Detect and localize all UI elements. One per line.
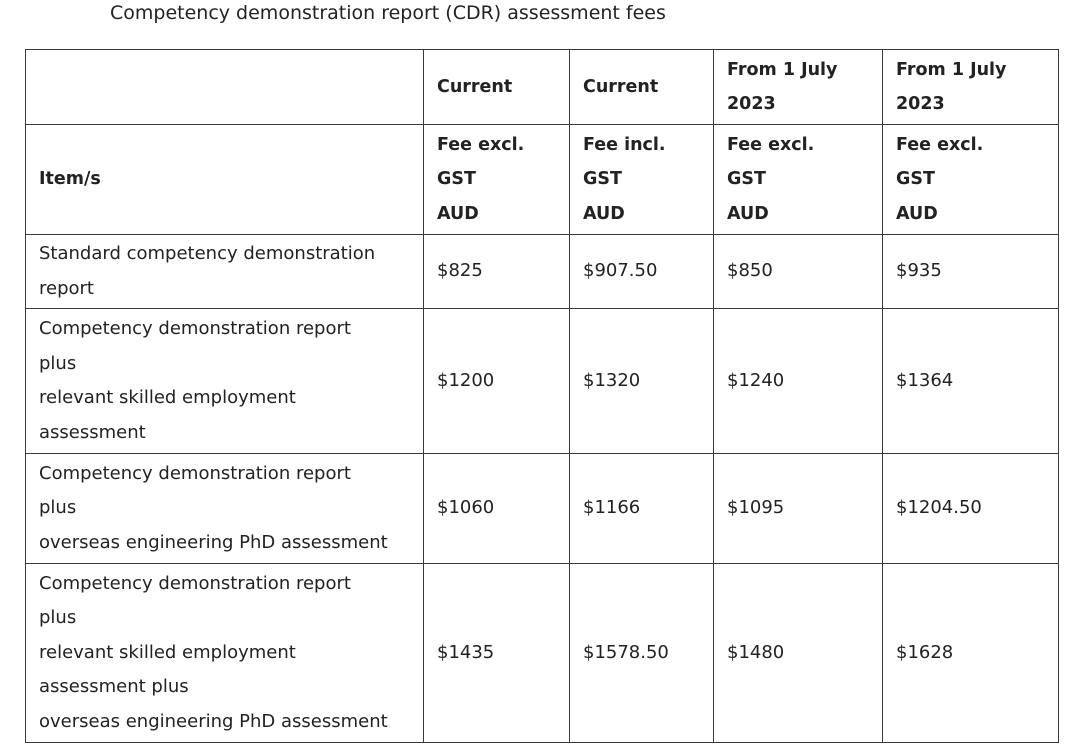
- fee-cell: $907.50: [570, 235, 714, 309]
- item-cell: [26, 454, 424, 564]
- item-line: plus: [39, 352, 77, 374]
- header-line: Fee excl.: [437, 134, 525, 155]
- table-row: [26, 235, 1059, 309]
- header-fee-type-cell: [714, 125, 883, 235]
- item-cell: [26, 235, 424, 309]
- fee-cell: $850: [714, 235, 883, 309]
- fee-cell: $1204.50: [883, 454, 1059, 564]
- header-line: AUD: [727, 203, 769, 224]
- fee-cell: $1320: [570, 309, 714, 454]
- header-row-fee-type: [26, 125, 1059, 235]
- item-line: Standard competency demonstration: [39, 243, 376, 264]
- fee-cell: $1240: [714, 309, 883, 454]
- table-row: [26, 309, 1059, 454]
- table-row: [26, 454, 1059, 564]
- header-current-incl: Current: [570, 50, 714, 125]
- header-row-period: [26, 50, 1059, 125]
- fee-cell: $1166: [570, 454, 714, 564]
- header-line: 2023: [896, 94, 945, 114]
- header-fee-type-cell: [883, 125, 1059, 235]
- header-line: GST: [437, 169, 476, 190]
- header-line: From 1 July: [727, 59, 838, 80]
- header-fee-type-cell: [570, 125, 714, 235]
- header-line: 2023: [727, 94, 776, 114]
- item-line: overseas engineering PhD assessment: [39, 710, 388, 732]
- header-line: GST: [896, 169, 935, 190]
- header-line: AUD: [583, 203, 625, 224]
- fee-cell: $1060: [424, 454, 570, 564]
- item-line: overseas engineering PhD assessment: [39, 531, 388, 553]
- item-line: plus: [39, 497, 77, 519]
- item-line: assessment: [39, 421, 146, 443]
- header-line: Fee incl.: [583, 134, 666, 155]
- fee-cell: $1200: [424, 309, 570, 454]
- item-line: relevant skilled employment: [39, 387, 296, 408]
- fee-cell: $1435: [424, 564, 570, 743]
- header-line: AUD: [437, 203, 479, 224]
- item-line: report: [39, 277, 94, 299]
- header-line: From 1 July: [896, 59, 1007, 80]
- fee-cell: $935: [883, 235, 1059, 309]
- fee-cell: $825: [424, 235, 570, 309]
- fee-cell: $1364: [883, 309, 1059, 454]
- table-caption: Competency demonstration report (CDR) assessment fees: [110, 2, 666, 24]
- header-empty-cell: [26, 50, 424, 125]
- fee-cell: $1578.50: [570, 564, 714, 743]
- item-cell: [26, 309, 424, 454]
- header-line: Fee excl.: [896, 134, 984, 155]
- header-from-july-second: [883, 50, 1059, 125]
- item-line: relevant skilled employment: [39, 641, 296, 663]
- header-from-july-excl: [714, 50, 883, 125]
- item-line: assessment plus: [39, 676, 189, 698]
- item-line: Competency demonstration report: [39, 318, 351, 339]
- header-line: GST: [583, 169, 622, 190]
- header-item-label: Item/s: [26, 125, 424, 235]
- fee-cell: $1480: [714, 564, 883, 743]
- item-line: plus: [39, 607, 77, 629]
- item-line: Competency demonstration report: [39, 572, 351, 594]
- item-cell: [26, 564, 424, 743]
- fee-cell: $1628: [883, 564, 1059, 743]
- cdr-fees-table: [25, 49, 1059, 743]
- header-fee-type-cell: [424, 125, 570, 235]
- table-row: [26, 564, 1059, 743]
- fee-cell: $1095: [714, 454, 883, 564]
- header-line: GST: [727, 169, 766, 190]
- header-current-excl: Current: [424, 50, 570, 125]
- header-line: Fee excl.: [727, 134, 815, 155]
- item-line: Competency demonstration report: [39, 462, 351, 484]
- header-line: AUD: [896, 203, 938, 224]
